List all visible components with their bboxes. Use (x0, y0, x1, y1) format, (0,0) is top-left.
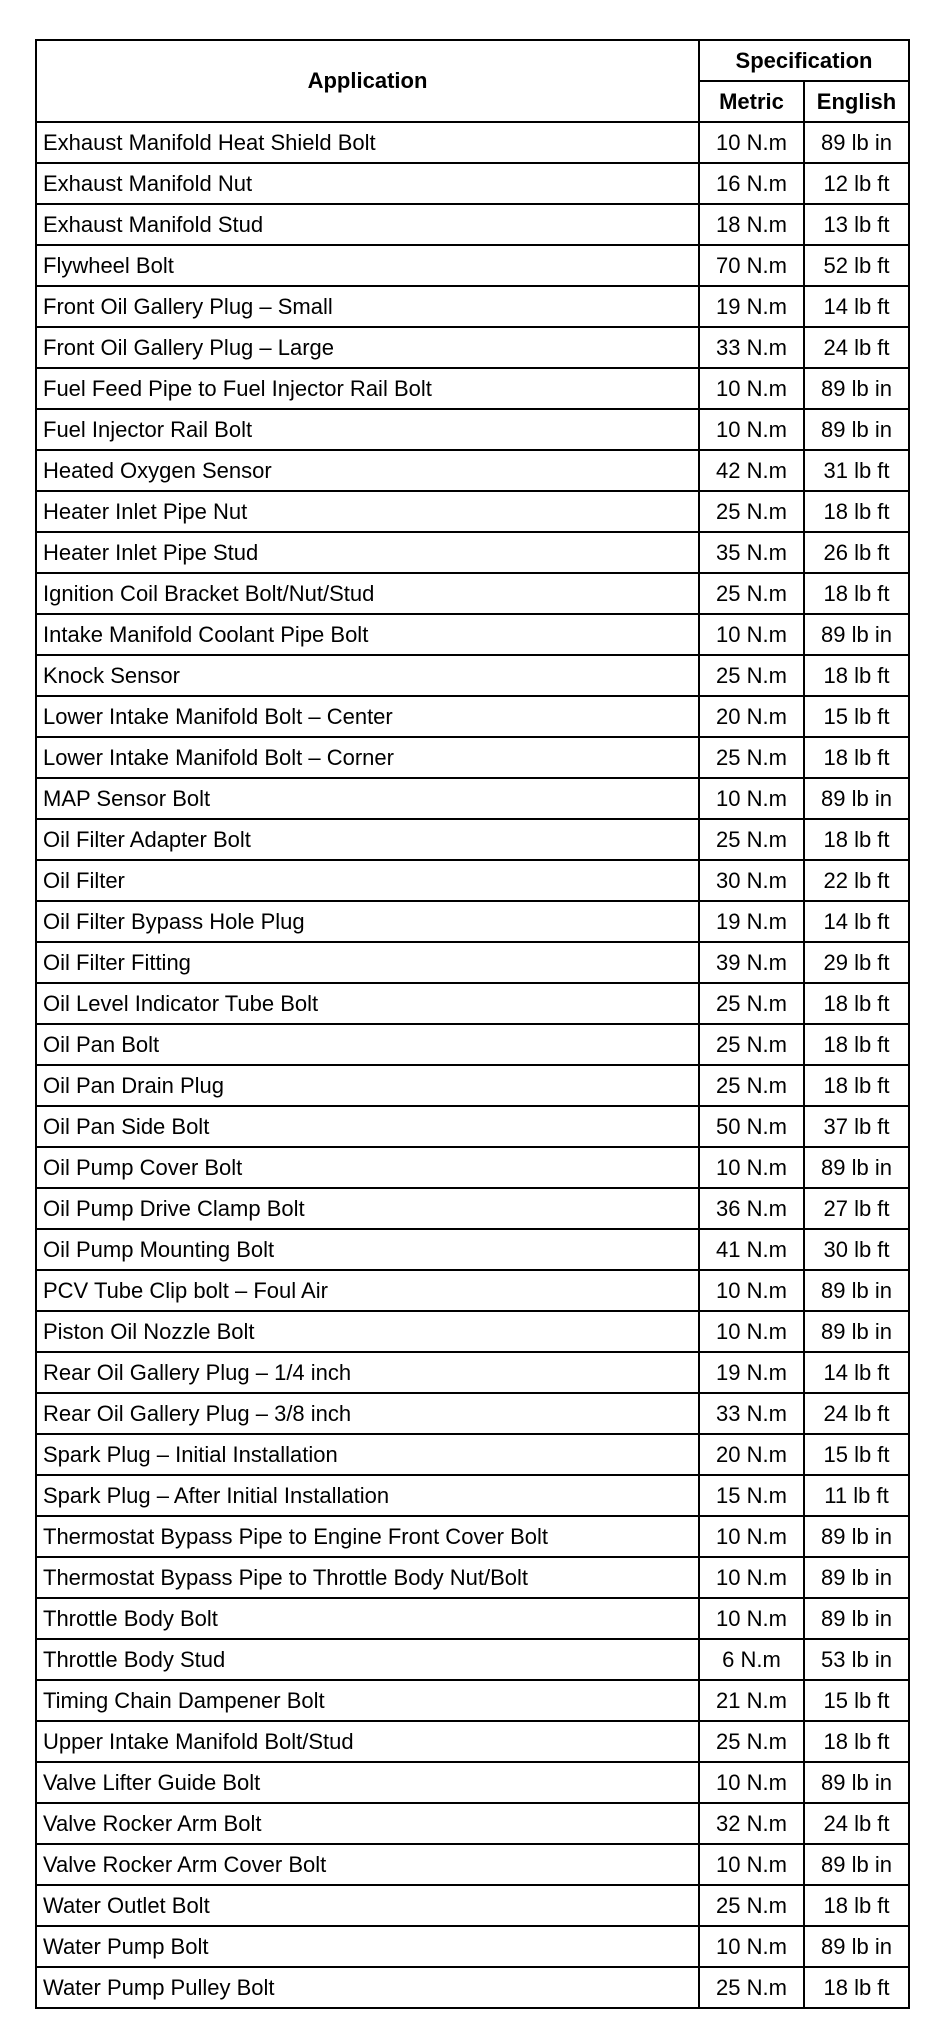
english-cell: 13 lb ft (804, 204, 909, 245)
metric-cell: 25 N.m (699, 1967, 804, 2008)
table-row (36, 1188, 909, 1229)
table-row (36, 901, 909, 942)
english-cell: 18 lb ft (804, 655, 909, 696)
table-row (36, 860, 909, 901)
metric-cell: 10 N.m (699, 1557, 804, 1598)
table-row (36, 1106, 909, 1147)
english-cell: 30 lb ft (804, 1229, 909, 1270)
table-row (36, 286, 909, 327)
english-cell: 29 lb ft (804, 942, 909, 983)
english-cell: 89 lb in (804, 409, 909, 450)
table-row (36, 450, 909, 491)
table-row (36, 409, 909, 450)
application-cell: Valve Rocker Arm Bolt (36, 1803, 699, 1844)
application-cell: Valve Lifter Guide Bolt (36, 1762, 699, 1803)
application-cell: Heater Inlet Pipe Nut (36, 491, 699, 532)
metric-cell: 10 N.m (699, 1762, 804, 1803)
metric-cell: 10 N.m (699, 1147, 804, 1188)
metric-cell: 25 N.m (699, 983, 804, 1024)
english-cell: 22 lb ft (804, 860, 909, 901)
english-cell: 53 lb in (804, 1639, 909, 1680)
application-cell: Fuel Feed Pipe to Fuel Injector Rail Bolt (36, 368, 699, 409)
table-row (36, 122, 909, 163)
metric-cell: 10 N.m (699, 1926, 804, 1967)
english-cell: 89 lb in (804, 1762, 909, 1803)
english-cell: 18 lb ft (804, 983, 909, 1024)
english-cell: 89 lb in (804, 1557, 909, 1598)
table-row (36, 1393, 909, 1434)
english-cell: 18 lb ft (804, 737, 909, 778)
table-row (36, 532, 909, 573)
metric-cell: 10 N.m (699, 409, 804, 450)
metric-cell: 15 N.m (699, 1475, 804, 1516)
application-cell: Exhaust Manifold Stud (36, 204, 699, 245)
table-row (36, 1311, 909, 1352)
metric-cell: 25 N.m (699, 1885, 804, 1926)
table-row (36, 1598, 909, 1639)
english-cell: 89 lb in (804, 1844, 909, 1885)
application-cell: Throttle Body Bolt (36, 1598, 699, 1639)
application-cell: Oil Filter Adapter Bolt (36, 819, 699, 860)
table-row (36, 1885, 909, 1926)
application-cell: Front Oil Gallery Plug – Large (36, 327, 699, 368)
english-cell: 15 lb ft (804, 696, 909, 737)
table-row (36, 1516, 909, 1557)
english-cell: 14 lb ft (804, 286, 909, 327)
table-row (36, 942, 909, 983)
english-cell: 26 lb ft (804, 532, 909, 573)
metric-cell: 6 N.m (699, 1639, 804, 1680)
english-cell: 24 lb ft (804, 1393, 909, 1434)
table-row (36, 1229, 909, 1270)
metric-cell: 10 N.m (699, 614, 804, 655)
english-cell: 27 lb ft (804, 1188, 909, 1229)
application-cell: Rear Oil Gallery Plug – 1/4 inch (36, 1352, 699, 1393)
application-cell: Spark Plug – Initial Installation (36, 1434, 699, 1475)
table-row (36, 983, 909, 1024)
metric-cell: 10 N.m (699, 1844, 804, 1885)
metric-cell: 10 N.m (699, 122, 804, 163)
application-cell: Exhaust Manifold Nut (36, 163, 699, 204)
table-row (36, 1926, 909, 1967)
application-cell: Oil Pump Cover Bolt (36, 1147, 699, 1188)
application-cell: Oil Pan Side Bolt (36, 1106, 699, 1147)
english-cell: 18 lb ft (804, 1967, 909, 2008)
metric-cell: 10 N.m (699, 368, 804, 409)
application-cell: Exhaust Manifold Heat Shield Bolt (36, 122, 699, 163)
application-cell: Rear Oil Gallery Plug – 3/8 inch (36, 1393, 699, 1434)
english-cell: 89 lb in (804, 1147, 909, 1188)
table-row (36, 778, 909, 819)
metric-cell: 20 N.m (699, 1434, 804, 1475)
english-cell: 11 lb ft (804, 1475, 909, 1516)
metric-cell: 19 N.m (699, 901, 804, 942)
table-row (36, 1803, 909, 1844)
metric-cell: 25 N.m (699, 1024, 804, 1065)
english-cell: 89 lb in (804, 122, 909, 163)
metric-cell: 19 N.m (699, 1352, 804, 1393)
application-cell: Oil Filter (36, 860, 699, 901)
application-cell: Lower Intake Manifold Bolt – Center (36, 696, 699, 737)
english-cell: 89 lb in (804, 1598, 909, 1639)
application-cell: Oil Pan Drain Plug (36, 1065, 699, 1106)
metric-cell: 25 N.m (699, 819, 804, 860)
english-cell: 31 lb ft (804, 450, 909, 491)
english-cell: 89 lb in (804, 1270, 909, 1311)
english-cell: 18 lb ft (804, 1885, 909, 1926)
english-cell: 89 lb in (804, 1311, 909, 1352)
application-cell: Oil Filter Fitting (36, 942, 699, 983)
metric-cell: 32 N.m (699, 1803, 804, 1844)
table-row (36, 1762, 909, 1803)
metric-cell: 25 N.m (699, 1721, 804, 1762)
application-cell: Spark Plug – After Initial Installation (36, 1475, 699, 1516)
application-cell: Timing Chain Dampener Bolt (36, 1680, 699, 1721)
application-cell: Oil Filter Bypass Hole Plug (36, 901, 699, 942)
application-cell: Thermostat Bypass Pipe to Engine Front Cover Bolt (36, 1516, 699, 1557)
table-row (36, 1352, 909, 1393)
english-cell: 18 lb ft (804, 1721, 909, 1762)
english-cell: 15 lb ft (804, 1434, 909, 1475)
metric-cell: 10 N.m (699, 1516, 804, 1557)
metric-cell: 10 N.m (699, 1598, 804, 1639)
table-row (36, 1844, 909, 1885)
table-row (36, 1680, 909, 1721)
table-row (36, 655, 909, 696)
english-cell: 18 lb ft (804, 491, 909, 532)
table-header (36, 40, 909, 122)
header-row-top (36, 40, 909, 81)
table-row (36, 1557, 909, 1598)
application-cell: PCV Tube Clip bolt – Foul Air (36, 1270, 699, 1311)
application-cell: Fuel Injector Rail Bolt (36, 409, 699, 450)
english-cell: 37 lb ft (804, 1106, 909, 1147)
metric-cell: 33 N.m (699, 327, 804, 368)
english-cell: 18 lb ft (804, 819, 909, 860)
metric-cell: 10 N.m (699, 778, 804, 819)
metric-cell: 10 N.m (699, 1311, 804, 1352)
specification-header: Specification (699, 40, 909, 81)
metric-cell: 25 N.m (699, 491, 804, 532)
table-row (36, 1639, 909, 1680)
application-cell: Knock Sensor (36, 655, 699, 696)
table-row (36, 245, 909, 286)
metric-cell: 16 N.m (699, 163, 804, 204)
table-row (36, 163, 909, 204)
metric-cell: 35 N.m (699, 532, 804, 573)
metric-cell: 33 N.m (699, 1393, 804, 1434)
application-cell: Oil Pan Bolt (36, 1024, 699, 1065)
application-cell: Valve Rocker Arm Cover Bolt (36, 1844, 699, 1885)
application-cell: Water Pump Bolt (36, 1926, 699, 1967)
metric-cell: 10 N.m (699, 1270, 804, 1311)
torque-spec-table (35, 39, 910, 2009)
application-cell: Ignition Coil Bracket Bolt/Nut/Stud (36, 573, 699, 614)
application-cell: Piston Oil Nozzle Bolt (36, 1311, 699, 1352)
application-cell: Water Pump Pulley Bolt (36, 1967, 699, 2008)
english-cell: 14 lb ft (804, 1352, 909, 1393)
application-cell: Flywheel Bolt (36, 245, 699, 286)
english-cell: 89 lb in (804, 614, 909, 655)
table-row (36, 573, 909, 614)
table-row (36, 696, 909, 737)
metric-cell: 25 N.m (699, 573, 804, 614)
metric-cell: 70 N.m (699, 245, 804, 286)
metric-cell: 42 N.m (699, 450, 804, 491)
table-row (36, 1721, 909, 1762)
metric-cell: 50 N.m (699, 1106, 804, 1147)
table-row (36, 1024, 909, 1065)
english-cell: 18 lb ft (804, 1065, 909, 1106)
application-cell: Upper Intake Manifold Bolt/Stud (36, 1721, 699, 1762)
application-cell: Throttle Body Stud (36, 1639, 699, 1680)
table-row (36, 491, 909, 532)
table-row (36, 1147, 909, 1188)
english-cell: 18 lb ft (804, 573, 909, 614)
application-cell: Intake Manifold Coolant Pipe Bolt (36, 614, 699, 655)
english-cell: 14 lb ft (804, 901, 909, 942)
application-cell: Oil Pump Drive Clamp Bolt (36, 1188, 699, 1229)
table-row (36, 204, 909, 245)
english-header: English (804, 81, 909, 122)
application-cell: Oil Pump Mounting Bolt (36, 1229, 699, 1270)
english-cell: 89 lb in (804, 368, 909, 409)
metric-cell: 21 N.m (699, 1680, 804, 1721)
application-cell: Heated Oxygen Sensor (36, 450, 699, 491)
application-cell: MAP Sensor Bolt (36, 778, 699, 819)
table-row (36, 327, 909, 368)
metric-cell: 19 N.m (699, 286, 804, 327)
table-row (36, 1967, 909, 2008)
table-body (36, 122, 909, 2008)
english-cell: 89 lb in (804, 1516, 909, 1557)
english-cell: 18 lb ft (804, 1024, 909, 1065)
metric-header: Metric (699, 81, 804, 122)
metric-cell: 25 N.m (699, 655, 804, 696)
table-row (36, 368, 909, 409)
english-cell: 89 lb in (804, 1926, 909, 1967)
table-row (36, 1434, 909, 1475)
application-cell: Water Outlet Bolt (36, 1885, 699, 1926)
english-cell: 24 lb ft (804, 327, 909, 368)
application-cell: Lower Intake Manifold Bolt – Corner (36, 737, 699, 778)
application-cell: Front Oil Gallery Plug – Small (36, 286, 699, 327)
table-row (36, 737, 909, 778)
english-cell: 15 lb ft (804, 1680, 909, 1721)
table-row (36, 1475, 909, 1516)
metric-cell: 41 N.m (699, 1229, 804, 1270)
metric-cell: 30 N.m (699, 860, 804, 901)
metric-cell: 25 N.m (699, 1065, 804, 1106)
english-cell: 24 lb ft (804, 1803, 909, 1844)
table-row (36, 819, 909, 860)
metric-cell: 25 N.m (699, 737, 804, 778)
application-cell: Oil Level Indicator Tube Bolt (36, 983, 699, 1024)
english-cell: 12 lb ft (804, 163, 909, 204)
english-cell: 89 lb in (804, 778, 909, 819)
metric-cell: 20 N.m (699, 696, 804, 737)
metric-cell: 36 N.m (699, 1188, 804, 1229)
application-header: Application (36, 40, 699, 122)
table-row (36, 1065, 909, 1106)
application-cell: Heater Inlet Pipe Stud (36, 532, 699, 573)
english-cell: 52 lb ft (804, 245, 909, 286)
metric-cell: 39 N.m (699, 942, 804, 983)
application-cell: Thermostat Bypass Pipe to Throttle Body Nut/Bolt (36, 1557, 699, 1598)
table-row (36, 614, 909, 655)
metric-cell: 18 N.m (699, 204, 804, 245)
table-row (36, 1270, 909, 1311)
